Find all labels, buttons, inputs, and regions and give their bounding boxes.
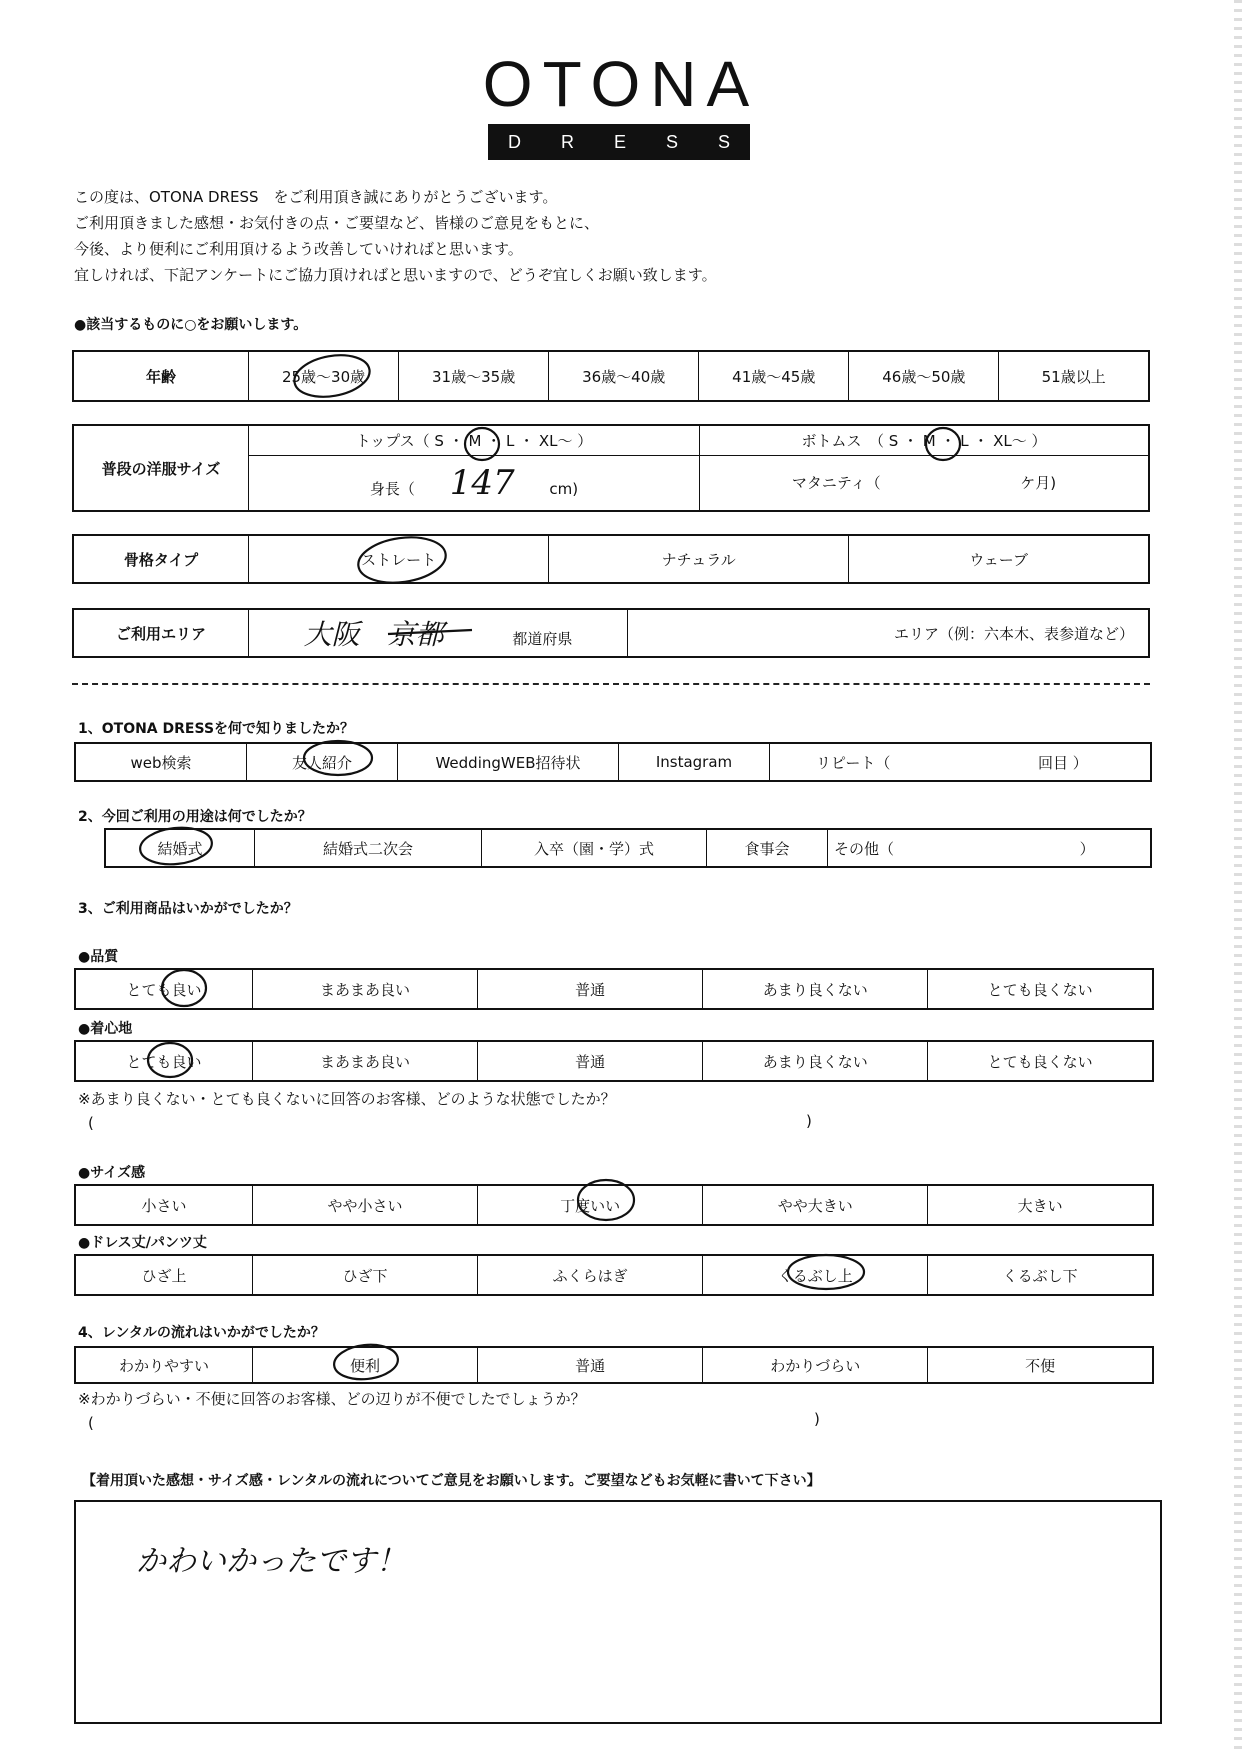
q1-option: 回目 ） — [1037, 753, 1088, 772]
bottoms-size[interactable]: ボトムス （ S ・ M ・ L ・ XL〜 ） — [700, 425, 1150, 455]
q4-option[interactable]: 不便 — [928, 1347, 1153, 1383]
comfort-label: ●着心地 — [78, 1021, 133, 1037]
logo-letter: E — [613, 131, 626, 152]
size-head: 普段の洋服サイズ — [73, 425, 249, 511]
fit-option[interactable]: 大きい — [928, 1185, 1153, 1225]
comfort-option[interactable]: まあまあ良い — [253, 1041, 478, 1081]
q3-title: 3、ご利用商品はいかがでしたか？ — [78, 901, 298, 917]
fit-option[interactable]: やや小さい — [253, 1185, 478, 1225]
fit-option[interactable]: 小さい — [75, 1185, 253, 1225]
q2-option[interactable]: 結婚式 — [105, 829, 255, 867]
height-unit: cm) — [549, 479, 579, 498]
fit-label: ●サイズ感 — [78, 1165, 146, 1181]
body-type-table — [72, 534, 1150, 584]
q2-option: ） — [1079, 839, 1095, 858]
q4-paren-open: ( — [88, 1414, 94, 1432]
prefecture-handwritten: 大阪 京都 — [303, 618, 444, 651]
bad-paren-open: ( — [88, 1114, 94, 1132]
maternity-unit: ケ月) — [1020, 474, 1057, 493]
intro-line: 今後、より便利にご利用頂けるよう改善していければと思います。 — [74, 240, 523, 258]
age-option[interactable]: 25歳〜30歳 — [249, 351, 399, 401]
bad-paren-close: ) — [806, 1112, 812, 1130]
area-head: ご利用エリア — [73, 609, 249, 657]
intro-line: 宜しければ、下記アンケートにご協力頂ければと思いますので、どうぞ宜しくお願い致します。 — [74, 266, 717, 284]
prefecture-label: 都道府県 — [512, 630, 573, 648]
bad-note: ※あまり良くない・とても良くないに回答のお客様、どのような状態でしたか？ — [78, 1090, 616, 1108]
instruction: ●該当するものに○をお願いします。 — [74, 317, 308, 333]
q4-paren-close: ) — [814, 1410, 820, 1428]
height-value: 147 — [449, 462, 515, 503]
height-label: 身長（ — [369, 479, 415, 498]
age-option[interactable]: 36歳〜40歳 — [549, 351, 699, 401]
maternity-label: マタニティ（ — [791, 474, 881, 493]
length-option[interactable]: くるぶし上 — [703, 1255, 928, 1295]
body-type-option[interactable]: ナチュラル — [549, 535, 849, 583]
age-table — [72, 350, 1150, 402]
logo-letter: D — [507, 131, 521, 152]
quality-option[interactable]: 普通 — [478, 969, 703, 1009]
area-table — [72, 608, 1150, 658]
size-table — [72, 424, 1150, 512]
q1-table — [74, 742, 1152, 782]
intro-text — [74, 184, 717, 288]
q2-other[interactable] — [828, 829, 1152, 867]
body-type-option[interactable]: ウェーブ — [849, 535, 1149, 583]
scan-edge-artifact — [1234, 0, 1242, 1754]
q4-note: ※わかりづらい・不便に回答のお客様、どの辺りが不便でしたでしょうか？ — [78, 1390, 586, 1408]
body-type-head: 骨格タイプ — [73, 535, 249, 583]
comfort-option[interactable]: 普通 — [478, 1041, 703, 1081]
q1-option[interactable]: Instagram — [619, 743, 770, 781]
comfort-option[interactable]: あまり良くない — [703, 1041, 928, 1081]
fit-option[interactable]: やや大きい — [703, 1185, 928, 1225]
logo-letter: R — [560, 131, 574, 152]
q2-option[interactable]: 食事会 — [707, 829, 828, 867]
intro-line: ご利用頂きました感想・お気付きの点・ご要望など、皆様のご意見をもとに、 — [74, 214, 600, 232]
quality-option[interactable]: とても良い — [75, 969, 253, 1009]
quality-option[interactable]: とても良くない — [928, 969, 1153, 1009]
quality-option[interactable]: あまり良くない — [703, 969, 928, 1009]
age-option[interactable]: 41歳〜45歳 — [699, 351, 849, 401]
q1-option: リピート（ — [816, 753, 891, 772]
q2-option[interactable]: 入卒（園・学）式 — [482, 829, 707, 867]
comfort-table — [74, 1040, 1154, 1082]
quality-option[interactable]: まあまあ良い — [253, 969, 478, 1009]
length-option[interactable]: ふくらはぎ — [478, 1255, 703, 1295]
section-divider — [72, 683, 1150, 685]
quality-label: ●品質 — [78, 949, 119, 965]
logo-otona: OTONA — [482, 48, 760, 120]
q4-option[interactable]: わかりやすい — [75, 1347, 253, 1383]
q4-option[interactable]: わかりづらい — [703, 1347, 928, 1383]
logo-dress-bar — [488, 124, 750, 160]
quality-table — [74, 968, 1154, 1010]
comfort-option[interactable]: とても良くない — [928, 1041, 1153, 1081]
q2-table — [104, 828, 1152, 868]
comment-title: 【着用頂いた感想・サイズ感・レンタルの流れについてご意見をお願いします。ご要望などもお気軽に書いて下さい】 — [82, 1473, 821, 1489]
comment-box[interactable] — [74, 1500, 1162, 1724]
area-cell[interactable]: エリア（例：六本木、表参道など） — [628, 609, 1150, 657]
prefecture-cell[interactable] — [249, 609, 628, 657]
length-option[interactable]: ひざ下 — [253, 1255, 478, 1295]
body-type-option[interactable]: ストレート — [249, 535, 549, 583]
fit-option[interactable]: 丁度いい — [478, 1185, 703, 1225]
age-option[interactable]: 46歳〜50歳 — [849, 351, 999, 401]
logo-letter: S — [717, 131, 730, 152]
q2-option[interactable]: 結婚式二次会 — [255, 829, 482, 867]
intro-line: この度は、OTONA DRESS をご利用頂き誠にありがとうございます。 — [74, 188, 558, 206]
maternity-cell[interactable] — [700, 455, 1150, 511]
length-option[interactable]: ひざ上 — [75, 1255, 253, 1295]
q4-table — [74, 1346, 1154, 1384]
height-cell[interactable] — [249, 455, 700, 511]
q1-repeat[interactable] — [770, 743, 1152, 781]
length-option[interactable]: くるぶし下 — [928, 1255, 1153, 1295]
comment-handwritten: かわいかったです！ — [136, 1544, 406, 1579]
age-option[interactable]: 31歳〜35歳 — [399, 351, 549, 401]
q4-title: 4、レンタルの流れはいかがでしたか？ — [78, 1325, 325, 1341]
length-table — [74, 1254, 1154, 1296]
q1-option[interactable]: WeddingWEB招待状 — [398, 743, 619, 781]
q1-title: 1、OTONA DRESSを何で知りましたか？ — [78, 721, 355, 737]
q1-option[interactable]: 友人紹介 — [247, 743, 398, 781]
q1-option[interactable]: web検索 — [75, 743, 247, 781]
q4-option[interactable]: 普通 — [478, 1347, 703, 1383]
age-option[interactable]: 51歳以上 — [999, 351, 1149, 401]
q2-title: 2、今回ご利用の用途は何でしたか？ — [78, 809, 312, 825]
comfort-option[interactable]: とても良い — [75, 1041, 253, 1081]
fit-table — [74, 1184, 1154, 1226]
q2-option: その他（ — [834, 839, 895, 858]
age-head: 年齢 — [73, 351, 249, 401]
tops-size[interactable]: トップス（ S ・ M ・ L ・ XL〜 ） — [249, 425, 700, 455]
q4-option[interactable]: 便利 — [253, 1347, 478, 1383]
length-label: ●ドレス丈/パンツ丈 — [78, 1235, 207, 1251]
logo-letter: S — [665, 131, 678, 152]
